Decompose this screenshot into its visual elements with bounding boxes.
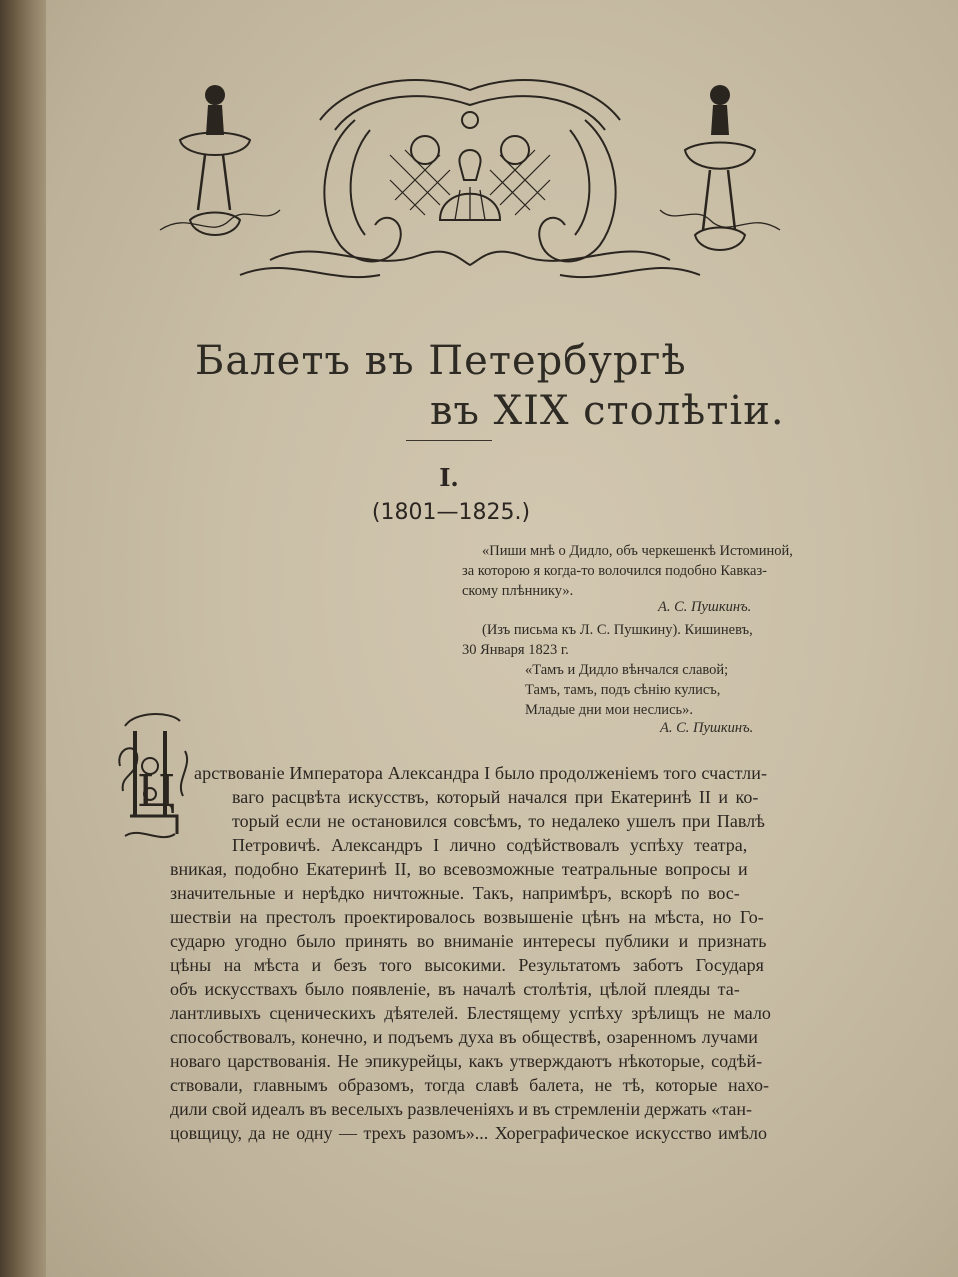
body-line: дили свой идеалъ въ веселыхъ развлеченіяхъ и въ стремленіи держать «тан- — [170, 1099, 752, 1119]
body-line: лантливыхъ сценическихъ дѣятелей. Блестящему успѣху зрѣлищъ не мало — [170, 1003, 771, 1023]
ornamental-headpiece — [120, 60, 820, 290]
body-line: торый если не остановился совсѣмъ, то недалеко ушелъ при Павлѣ — [232, 811, 765, 831]
left-dancer-figure — [180, 85, 250, 235]
epigraph-1-line: скому плѣннику». — [462, 583, 574, 599]
body-line: ствовали, главнымъ образомъ, тогда славѣ балета, не тѣ, которые нахо- — [170, 1075, 769, 1095]
dropcap-letter: Ц — [137, 766, 176, 817]
body-line: Петровичѣ. Александръ I лично содѣйствовалъ успѣху театра, — [232, 835, 748, 855]
right-dancer-figure — [685, 85, 755, 250]
epigraph-2-line: Младые дни мои неслись». — [525, 702, 693, 718]
chapter-number: I. — [439, 463, 459, 492]
body-line: сударю угодно было принять во вниманіе интересы публики и признать — [170, 931, 767, 951]
chapter-years: (1801—1825.) — [371, 500, 531, 525]
title-divider — [406, 440, 492, 441]
body-line: ваго расцвѣта искусствъ, который начался при Екатеринѣ II и ко- — [232, 787, 759, 807]
facing-page-edge — [0, 0, 46, 1277]
body-line: цовщицу, да не одну — трехъ разомъ»... Хореграфическое искусство имѣло — [170, 1123, 767, 1143]
epigraph-1-line: за которою я когда-то волочился подобно Кавказ- — [462, 563, 767, 579]
body-line: арствованіе Императора Александра I было продолженіемъ того счастли- — [194, 763, 768, 783]
title-line-2: въ XIX столѣтіи. — [430, 388, 785, 434]
epigraph-source-line: (Изъ письма къ Л. С. Пушкину). Кишиневъ, — [482, 622, 753, 638]
ornamental-dropcap — [115, 706, 193, 846]
epigraph-2-line: Тамъ, тамъ, подъ сѣнію кулисъ, — [525, 682, 721, 698]
body-line: способствовалъ, конечно, и подъемъ духа въ обществѣ, озаренномъ лучами — [170, 1027, 758, 1047]
body-line: вникая, подобно Екатеринѣ II, во всевозможные театральные вопросы и — [170, 859, 748, 879]
body-line: значительные и нерѣдко ничтожные. Такъ, напримѣръ, вскорѣ по вос- — [170, 883, 740, 903]
epigraph-source-line: 30 Января 1823 г. — [462, 642, 569, 658]
body-line: цѣны на мѣста и безъ того высокими. Результатомъ заботъ Государя — [170, 955, 764, 975]
body-line: новаго царствованія. Не эпикурейцы, какъ утверждаютъ нѣкоторые, содѣй- — [170, 1051, 763, 1071]
epigraph-2-line: «Тамъ и Дидло вѣнчался славой; — [525, 662, 729, 678]
body-line: объ искусствахъ было появленіе, въ началѣ столѣтія, цѣлой плеяды та- — [170, 979, 740, 999]
epigraph-1-author: А. С. Пушкинъ. — [658, 599, 752, 615]
epigraph-2-author: А. С. Пушкинъ. — [660, 720, 754, 736]
epigraph-1-line: «Пиши мнѣ о Дидло, объ черкешенкѣ Истоминой, — [482, 543, 793, 559]
title-line-1: Балетъ въ Петербургѣ — [195, 338, 687, 384]
body-line: шествіи на престолъ проектировалось возвышеніе цѣнъ на мѣста, но Го- — [170, 907, 764, 927]
